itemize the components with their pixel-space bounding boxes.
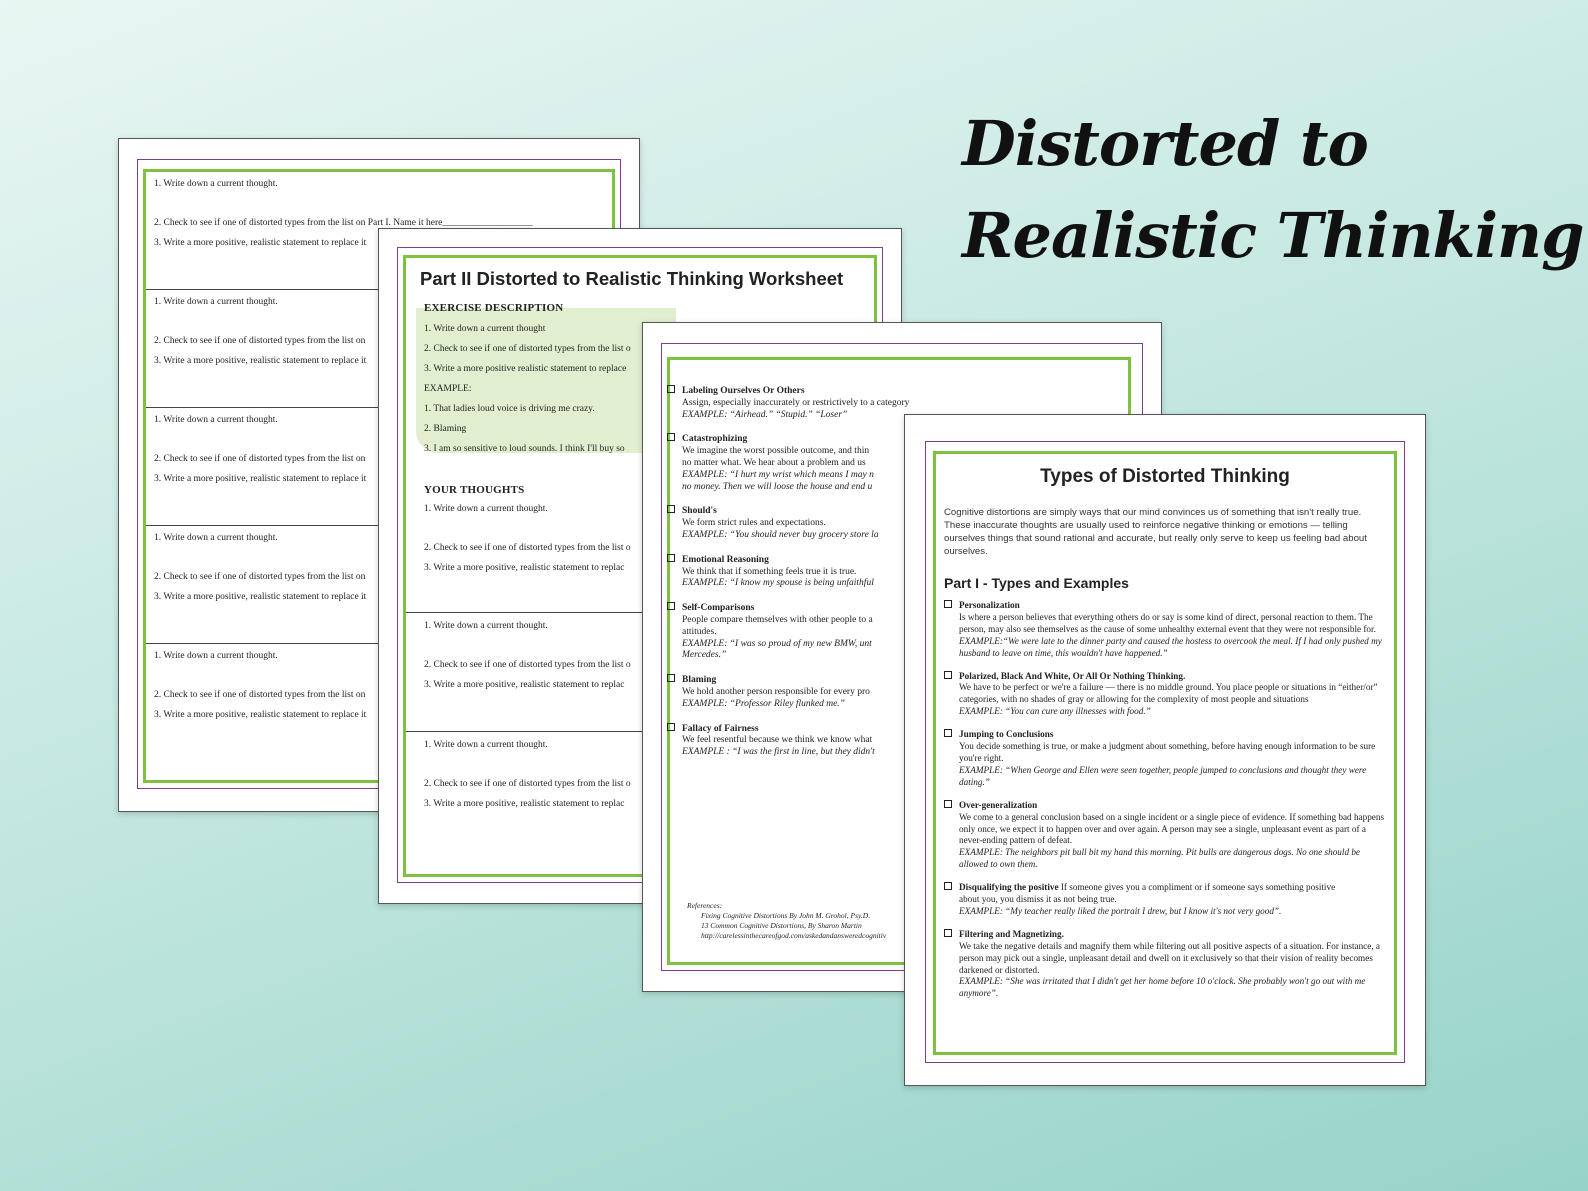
distortion-description: Is where a person believes that everything others do or say is some kind of direct, personal reaction to them. The person, may also see themselves as the cause of some unhealthy external event that they were not responsible for. bbox=[959, 611, 1376, 634]
distortion-example: EXAMPLE: “My teacher really liked the portrait I drew, but I know it's not very good”. bbox=[959, 905, 1282, 916]
distortions-page-1 bbox=[904, 414, 1426, 1086]
distortion-description: We have to be perfect or we're a failure — there is no middle ground. You place people or situations in “either/or” categories, with no shades of gray or allowing for the complexity of most people and situations bbox=[959, 682, 1378, 705]
distortion-list bbox=[944, 600, 1388, 1011]
your-thoughts-label: YOUR THOUGHTS bbox=[424, 484, 525, 496]
row-line-1: 1. Write down a current thought. bbox=[154, 651, 278, 661]
checkbox-icon bbox=[944, 929, 952, 937]
distortion-item bbox=[944, 671, 1388, 719]
row-line-3: 3. Write a more positive, realistic statement to replace it bbox=[154, 356, 367, 366]
exercise-line: 1. Write down a current thought bbox=[424, 324, 546, 334]
distortion-title: Disqualifying the positive bbox=[959, 882, 1059, 893]
exercise-line: 3. Write a more positive realistic statement to replace bbox=[424, 364, 627, 374]
distortion-example: EXAMPLE: “I hurt my wrist which means I may n bbox=[682, 469, 874, 480]
distortion-item bbox=[667, 674, 870, 710]
distortion-example: EXAMPLE: The neighbors pit bull bit my hand this morning. Pit bulls are dangerous dogs. No one should be allowed to own them. bbox=[959, 847, 1361, 870]
headline-line-1: Distorted to bbox=[962, 107, 1368, 180]
distortion-title: Self-Comparisons bbox=[682, 603, 755, 614]
exercise-label: EXERCISE DESCRIPTION bbox=[424, 302, 564, 314]
distortion-example: no money. Then we will loose the house and end u bbox=[682, 481, 873, 492]
page-inner-frame bbox=[933, 451, 1397, 1055]
distortion-description: We think that if something feels true it is true. bbox=[682, 566, 857, 577]
distortion-description: We take the negative details and magnify them while filtering out all positive aspects of a situation. For instance, a person may pick out a single, unpleasant detail and dwell on it exclusively so that their vision of reality becomes darkened or distorted. bbox=[959, 940, 1381, 975]
checkbox-icon bbox=[667, 602, 675, 610]
distortion-title: Should's bbox=[682, 506, 717, 517]
row-line-2: 2. Check to see if one of distorted types from the list on bbox=[154, 572, 366, 582]
example-line: 1. That ladies loud voice is driving me crazy. bbox=[424, 404, 595, 414]
distortion-item bbox=[944, 600, 1388, 660]
page4-title: Types of Distorted Thinking bbox=[1040, 466, 1290, 487]
distortion-example: EXAMPLE: “I was so proud of my new BMW, unt bbox=[682, 638, 872, 649]
distortion-item bbox=[944, 729, 1388, 789]
row-line-3: 3. Write a more positive, realistic statement to replace it bbox=[154, 592, 367, 602]
example-line: 2. Blaming bbox=[424, 424, 467, 434]
distortion-example: EXAMPLE: “You should never buy grocery store la bbox=[682, 529, 879, 540]
checkbox-icon bbox=[944, 800, 952, 808]
example-label: EXAMPLE: bbox=[424, 384, 472, 394]
distortion-title: Emotional Reasoning bbox=[682, 554, 769, 565]
row-line-2: 2. Check to see if one of distorted types from the list on bbox=[154, 336, 366, 346]
distortion-title: Blaming bbox=[682, 675, 717, 686]
distortion-title: Jumping to Conclusions bbox=[959, 729, 1054, 740]
checkbox-icon bbox=[667, 433, 675, 441]
reference-item: 13 Common Cognitive Distortions, By Sharon Martin bbox=[701, 921, 862, 930]
distortion-item bbox=[667, 602, 873, 662]
distortion-title: Labeling Ourselves Or Others bbox=[682, 386, 805, 396]
reference-item: http://carelessinthecareofgod.com/askedandansweredcognitiv bbox=[701, 931, 887, 940]
references bbox=[687, 901, 886, 941]
distortion-title: Filtering and Magnetizing. bbox=[959, 928, 1064, 939]
distortion-description: Assign, especially inaccurately or restrictively to a category bbox=[682, 397, 910, 408]
distortion-title: Personalization bbox=[959, 600, 1020, 610]
example-line: 3. I am so sensitive to loud sounds. I think I'll buy so bbox=[424, 444, 625, 454]
distortion-description: We imagine the worst possible outcome, and thin bbox=[682, 446, 870, 457]
page4-intro: Cognitive distortions are simply ways that our mind convinces us of something that isn't really true. These inaccurate thoughts are usually used to reinforce negative thinking or emotions — telling ourselves things that sound rational and accurate, but really only serve to keep us feeling bad about ourselves. bbox=[944, 507, 1367, 557]
distortion-description: about you, you dismiss it as not being true. bbox=[959, 894, 1117, 905]
distortion-description: We form strict rules and expectations. bbox=[682, 518, 826, 529]
distortion-example: Mercedes.” bbox=[682, 650, 727, 661]
distortion-description: no matter what. We hear about a problem and us bbox=[682, 457, 866, 468]
distortion-description: We feel resentful because we think we know what bbox=[682, 735, 873, 746]
row-line-2: 2. Check to see if one of distorted types from the list on bbox=[154, 454, 366, 464]
distortion-description: We come to a general conclusion based on a single incident or a single piece of evidence. If something bad happens only once, we expect it to happen over and over again. A person may see a single, unpleasant event as part of a never-ending pattern of defeat. bbox=[959, 811, 1385, 846]
part2-title: Part II Distorted to Realistic Thinking Worksheet bbox=[420, 268, 844, 289]
checkbox-icon bbox=[667, 554, 675, 562]
distortion-description: People compare themselves with other people to a bbox=[682, 614, 873, 625]
distortion-item bbox=[667, 505, 879, 541]
distortion-item bbox=[667, 723, 875, 759]
distortion-item bbox=[667, 385, 909, 421]
distortion-item bbox=[944, 800, 1388, 871]
distortion-title: Polarized, Black And White, Or All Or Nothing Thinking. bbox=[959, 670, 1186, 681]
row-line-2: 2. Check to see if one of distorted types from the list o bbox=[424, 543, 631, 553]
row-line-3: 3. Write a more positive, realistic statement to replac bbox=[424, 799, 625, 809]
distortion-example: EXAMPLE: “Airhead.” “Stupid.” “Loser” bbox=[682, 409, 848, 420]
distortion-example: EXAMPLE : “I was the first in line, but they didn't bbox=[682, 747, 875, 758]
distortion-description: You decide something is true, or make a judgment about something, before having enough information to be sure you're right. bbox=[959, 741, 1376, 763]
distortion-example: EXAMPLE:“We were late to the dinner party and caused the hostess to overcook the meal. If I had only pushed my husband to leave on time, this wouldn't have happened.” bbox=[959, 635, 1382, 658]
distortion-example: EXAMPLE: “You can cure any illnesses with food.” bbox=[959, 706, 1151, 717]
distortion-item bbox=[944, 882, 1388, 918]
row-line-2: 2. Check to see if one of distorted types from the list on bbox=[154, 690, 366, 700]
distortion-example: EXAMPLE: “When George and Ellen were seen together, people jumped to conclusions and thought they were dating.” bbox=[959, 764, 1367, 787]
row-line-2: 2. Check to see if one of distorted types from the list on Part I. Name it here___________________ bbox=[154, 218, 533, 228]
distortion-description: We hold another person responsible for every pro bbox=[682, 686, 870, 697]
checkbox-icon bbox=[667, 385, 675, 393]
row-line-1: 1. Write down a current thought. bbox=[154, 297, 278, 307]
checkbox-icon bbox=[944, 671, 952, 679]
row-line-1: 1. Write down a current thought. bbox=[424, 740, 548, 750]
checkbox-icon bbox=[944, 729, 952, 737]
headline bbox=[962, 98, 1584, 282]
row-line-3: 3. Write a more positive, realistic statement to replace it bbox=[154, 710, 367, 720]
distortion-item bbox=[667, 433, 874, 493]
row-line-1: 1. Write down a current thought. bbox=[154, 179, 278, 189]
row-line-2: 2. Check to see if one of distorted types from the list o bbox=[424, 660, 631, 670]
distortion-example: EXAMPLE: “Professor Riley flunked me.” bbox=[682, 698, 845, 709]
distortion-example: EXAMPLE: “I know my spouse is being unfaithful bbox=[682, 578, 874, 589]
references-label: References: bbox=[687, 901, 723, 910]
reference-item: Fixing Cognitive Distortions By John M. Grohol, Psy.D. bbox=[701, 911, 871, 920]
distortion-title: Catastrophizing bbox=[682, 434, 748, 445]
row-line-3: 3. Write a more positive, realistic statement to replace it bbox=[154, 474, 367, 484]
checkbox-icon bbox=[944, 882, 952, 890]
checkbox-icon bbox=[944, 600, 952, 608]
row-line-3: 3. Write a more positive, realistic statement to replac bbox=[424, 680, 625, 690]
row-line-1: 1. Write down a current thought. bbox=[424, 504, 548, 514]
checkbox-icon bbox=[667, 505, 675, 513]
row-line-2: 2. Check to see if one of distorted types from the list o bbox=[424, 779, 631, 789]
distortion-item bbox=[944, 929, 1388, 1000]
section-title: Part I - Types and Examples bbox=[944, 575, 1129, 591]
distortion-title-suffix: If someone gives you a compliment or if someone says something positive bbox=[1058, 882, 1336, 893]
distortion-title: Fallacy of Fairness bbox=[682, 723, 759, 734]
distortion-example: EXAMPLE: “She was irritated that I didn't get her home before 10 o'clock. She probably won't go out with me anymore”. bbox=[959, 976, 1366, 999]
headline-line-2: Realistic Thinking bbox=[962, 199, 1584, 272]
row-line-1: 1. Write down a current thought. bbox=[154, 415, 278, 425]
row-line-1: 1. Write down a current thought. bbox=[424, 621, 548, 631]
distortion-description: attitudes. bbox=[682, 626, 717, 637]
checkbox-icon bbox=[667, 723, 675, 731]
exercise-line: 2. Check to see if one of distorted types from the list o bbox=[424, 344, 631, 354]
distortion-item bbox=[667, 554, 874, 590]
row-line-1: 1. Write down a current thought. bbox=[154, 533, 278, 543]
checkbox-icon bbox=[667, 674, 675, 682]
row-line-3: 3. Write a more positive, realistic statement to replac bbox=[424, 563, 625, 573]
row-line-3: 3. Write a more positive, realistic statement to replace it bbox=[154, 238, 367, 248]
distortion-title: Over-generalization bbox=[959, 799, 1038, 810]
